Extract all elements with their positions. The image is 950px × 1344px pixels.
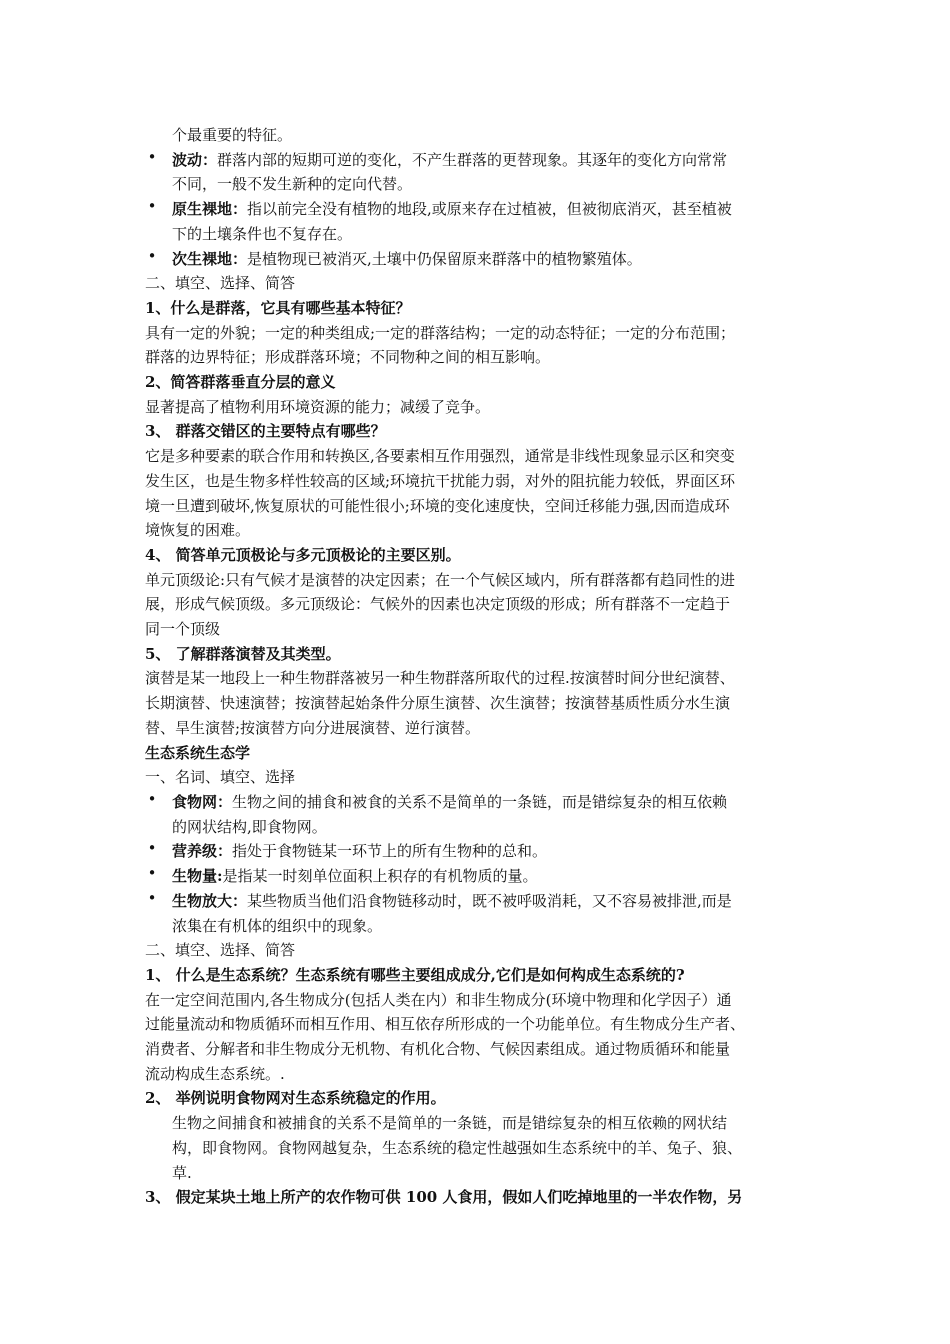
answer-line: 生物之间捕食和被捕食的关系不是简单的一条链，而是错综复杂的相互依赖的网状结 [172, 1114, 728, 1133]
bullet-icon: • [147, 888, 157, 907]
answer-line: 群落的边界特征；形成群落环境；不同物种之间的相互影响。 [145, 348, 551, 367]
answer-line: 显著提高了植物利用环境资源的能力；减缓了竞争。 [145, 397, 491, 416]
answer-line: 在一定空间范围内,各生物成分(包括人类在内）和非生物成分(环境中物理和化学因子）通 [145, 990, 732, 1009]
term-label: 生物量: [172, 867, 223, 886]
term-label: 营养级： [172, 842, 233, 861]
bullet-icon: • [147, 197, 157, 216]
bullet-icon: • [147, 246, 157, 265]
term-label: 波动： [172, 150, 218, 169]
term-bullet-primary-bare-land [145, 197, 810, 246]
answer-line: 单元顶级论:只有气候才是演替的决定因素；在一个气候区域内，所有群落都有趋同性的进 [145, 570, 736, 589]
answer-line: 具有一定的外貌；一定的种类组成;一定的群落结构；一定的动态特征；一定的分布范围； [145, 323, 736, 342]
term-definition: 指处于食物链某一环节上的所有生物种的总和。 [232, 842, 548, 861]
term-bullet-biomagnification [145, 889, 810, 938]
bullet-icon: • [147, 147, 157, 166]
answer-line: 同一个顶级 [145, 620, 221, 639]
term-definition-cont: 不同，一般不发生新种的定向代替。 [172, 175, 413, 194]
term-bullet-food-web [145, 790, 810, 839]
question-1: 1、什么是群落，它具有哪些基本特征？ [145, 298, 411, 317]
bullet-icon: • [147, 789, 157, 808]
term-definition: 某些物质当他们沿食物链移动时，既不被呼吸消耗，又不容易被排泄,而是 [247, 891, 732, 910]
question-2: 2、简答群落垂直分层的意义 [145, 373, 336, 392]
question-4: 4、 简答单元顶极论与多元顶极论的主要区别。 [145, 545, 461, 564]
answer-line: 发生区，也是生物多样性较高的区域;环境抗干扰能力弱，对外的阻抗能力较低，界面区环 [145, 471, 736, 490]
question-ecosystem-2: 2、 举例说明食物网对生态系统稳定的作用。 [145, 1089, 446, 1108]
answer-line: 消费者、分解者和非生物成分无机物、有机化合物、气候因素组成。通过物质循环和能量 [145, 1040, 731, 1059]
term-definition: 生物之间的捕食和被食的关系不是简单的一条链，而是错综复杂的相互依赖 [232, 792, 728, 811]
question-ecosystem-1: 1、 什么是生态系统？生态系统有哪些主要组成成分,它们是如何构成生态系统的? [145, 965, 685, 984]
term-bullet-secondary-bare-land [145, 247, 810, 272]
term-definition: 是植物现已被消灭,土壤中仍保留原来群落中的植物繁殖体。 [247, 249, 642, 268]
answer-line: 展，形成气候顶级。多元顶级论：气候外的因素也决定顶级的形成；所有群落不一定趋于 [145, 595, 731, 614]
answer-line: 过能量流动和物质循环而相互作用、相互依存所形成的一个功能单位。有生物成分生产者、 [145, 1015, 746, 1034]
continued-line: 个最重要的特征。 [172, 126, 293, 144]
term-label: 次生裸地： [172, 249, 248, 268]
section-heading: 一、名词、填空、选择 [145, 768, 296, 787]
term-bullet-wave [145, 148, 810, 197]
term-definition: 是指某一时刻单位面积上积存的有机物质的量。 [222, 867, 538, 886]
question-3: 3、 群落交错区的主要特点有哪些？ [145, 422, 386, 441]
answer-line: 演替是某一地段上一种生物群落被另一种生物群落所取代的过程.按演替时间分世纪演替、 [145, 669, 735, 688]
section-heading: 二、填空、选择、简答 [145, 274, 296, 293]
answer-line: 长期演替、快速演替；按演替起始条件分原生演替、次生演替；按演替基质性质分水生演 [145, 694, 731, 713]
term-definition: 指以前完全没有植物的地段,或原来存在过植被，但被彻底消灭，甚至植被 [247, 200, 732, 219]
term-definition: 群落内部的短期可逆的变化，不产生群落的更替现象。其逐年的变化方向常常 [217, 150, 728, 169]
answer-line: 草. [172, 1163, 192, 1182]
chapter-title: 生态系统生态学 [145, 743, 251, 762]
term-definition-cont: 浓集在有机体的组织中的现象。 [172, 916, 383, 935]
answer-line: 它是多种要素的联合作用和转换区,各要素相互作用强烈，通常是非线性现象显示区和突变 [145, 447, 735, 466]
term-label: 生物放大： [172, 891, 248, 910]
question-5: 5、 了解群落演替及其类型。 [145, 644, 341, 663]
document-body [145, 123, 810, 1210]
answer-line: 流动构成生态系统。. [145, 1064, 285, 1083]
term-bullet-trophic-level [145, 839, 810, 864]
answer-line: 境恢复的困难。 [145, 521, 251, 540]
section-heading: 二、填空、选择、简答 [145, 941, 296, 960]
bullet-icon: • [147, 864, 157, 883]
answer-line: 境一旦遭到破坏,恢复原状的可能性很小;环境的变化速度快，空间迁移能力强,因而造成环 [145, 496, 730, 515]
term-bullet-biomass [145, 864, 810, 889]
term-label: 食物网： [172, 792, 233, 811]
question-ecosystem-3: 3、 假定某块土地上所产的农作物可供 100 人食用，假如人们吃掉地里的一半农作物，另 [145, 1188, 743, 1207]
bullet-icon: • [147, 839, 157, 858]
answer-line: 替、旱生演替;按演替方向分进展演替、逆行演替。 [145, 718, 481, 737]
answer-line: 构，即食物网。食物网越复杂，生态系统的稳定性越强如生态系统中的羊、兔子、狼、 [172, 1138, 743, 1157]
term-label: 原生裸地： [172, 200, 248, 219]
term-definition-cont: 的网状结构,即食物网。 [172, 817, 327, 836]
term-definition-cont: 下的土壤条件也不复存在。 [172, 224, 353, 243]
